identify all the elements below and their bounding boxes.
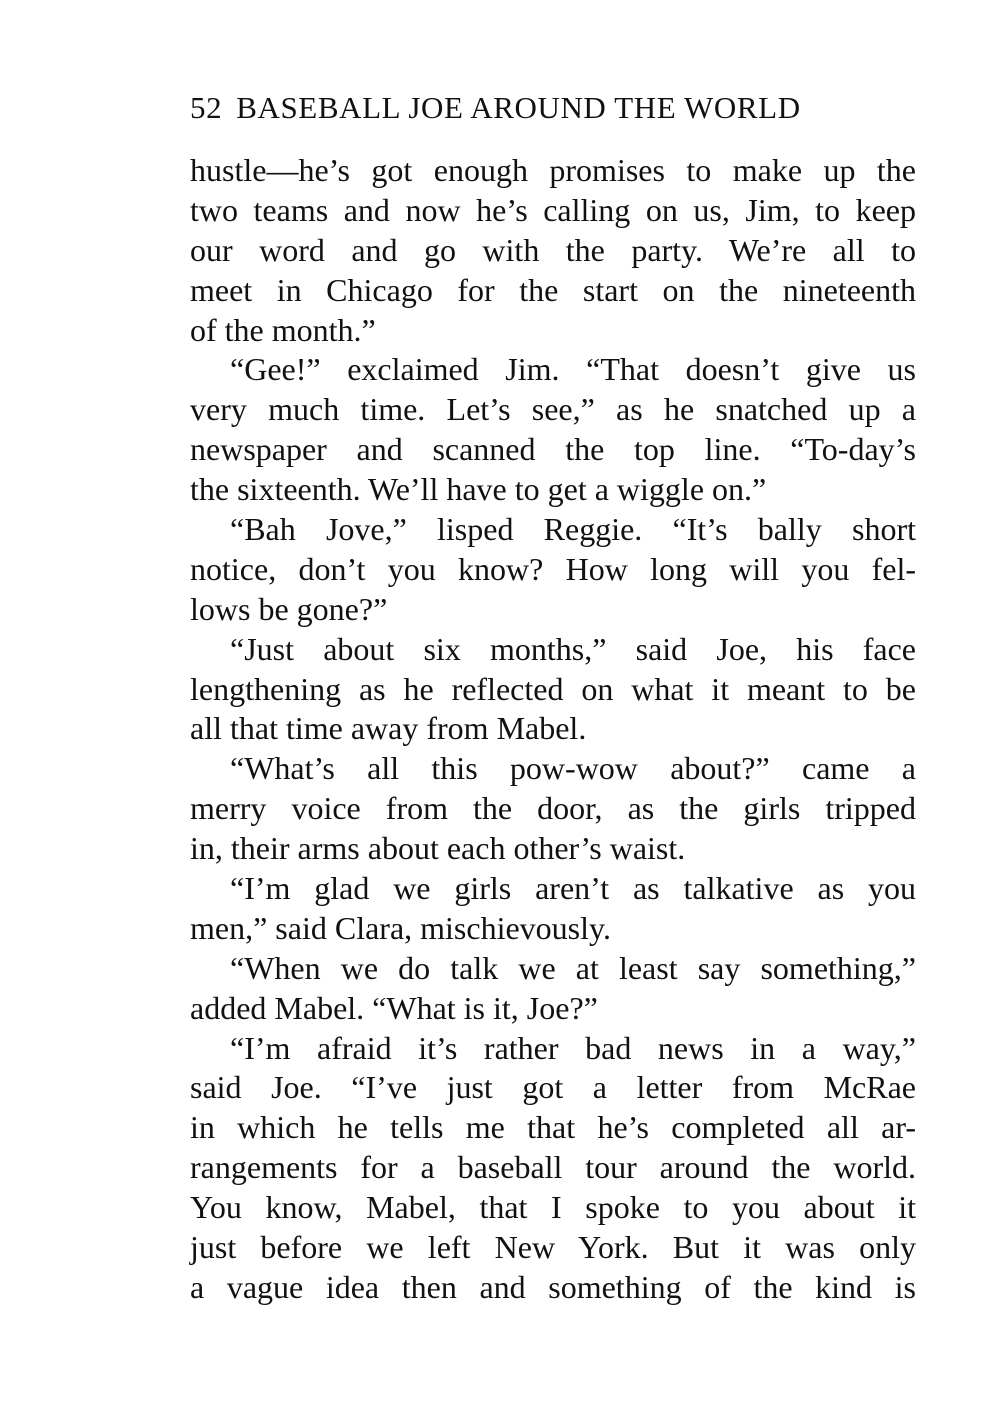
body-text xyxy=(190,151,916,1308)
text-line: all that time away from Mabel. xyxy=(190,710,587,747)
text-line: lengthening as he reflected on what it meant to be xyxy=(190,670,916,707)
text-line: “Just about six months,” said Joe, his face xyxy=(230,630,916,667)
text-line: newspaper and scanned the top line. “To-day’s xyxy=(190,431,916,468)
text-line: notice, don’t you know? How long will you fel- xyxy=(190,550,916,587)
text-line: said Joe. “I’ve just got a letter from McRae xyxy=(190,1069,916,1106)
text-line: just before we left New York. But it was only xyxy=(190,1229,916,1266)
page-number: 52 xyxy=(190,90,223,125)
text-line: hustle—he’s got enough promises to make up the xyxy=(190,152,916,188)
text-line: “I’m afraid it’s rather bad news in a way,” xyxy=(230,1029,916,1066)
text-line: two teams and now he’s calling on us, Jim, to keep xyxy=(190,191,916,228)
text-line: lows be gone?” xyxy=(190,590,388,627)
text-line: “Bah Jove,” lisped Reggie. “It’s bally short xyxy=(230,511,916,548)
text-line: our word and go with the party. We’re all to xyxy=(190,231,916,268)
text-line: the sixteenth. We’ll have to get a wiggle on.” xyxy=(190,471,767,508)
text-line: of the month.” xyxy=(190,311,376,348)
text-line: very much time. Let’s see,” as he snatched up a xyxy=(190,391,916,428)
text-line: men,” said Clara, mischievously. xyxy=(190,909,611,946)
running-title: BASEBALL JOE AROUND THE WORLD xyxy=(236,90,801,125)
text-line: in which he tells me that he’s completed all ar- xyxy=(190,1109,916,1146)
running-head xyxy=(190,84,916,132)
text-line: “Gee!” exclaimed Jim. “That doesn’t give us xyxy=(230,351,916,388)
text-line: You know, Mabel, that I spoke to you about it xyxy=(190,1189,916,1226)
text-line: in, their arms about each other’s waist. xyxy=(190,830,686,867)
text-line: rangements for a baseball tour around the world. xyxy=(190,1149,916,1186)
text-line: “What’s all this pow-wow about?” came a xyxy=(230,750,916,787)
text-line: “I’m glad we girls aren’t as talkative as you xyxy=(230,870,916,907)
text-line: a vague idea then and something of the kind is xyxy=(190,1268,916,1305)
text-line: added Mabel. “What is it, Joe?” xyxy=(190,989,598,1026)
text-line: merry voice from the door, as the girls tripped xyxy=(190,790,916,827)
text-line: “When we do talk we at least say something,” xyxy=(230,949,916,986)
text-line: meet in Chicago for the start on the nineteenth xyxy=(190,271,916,308)
